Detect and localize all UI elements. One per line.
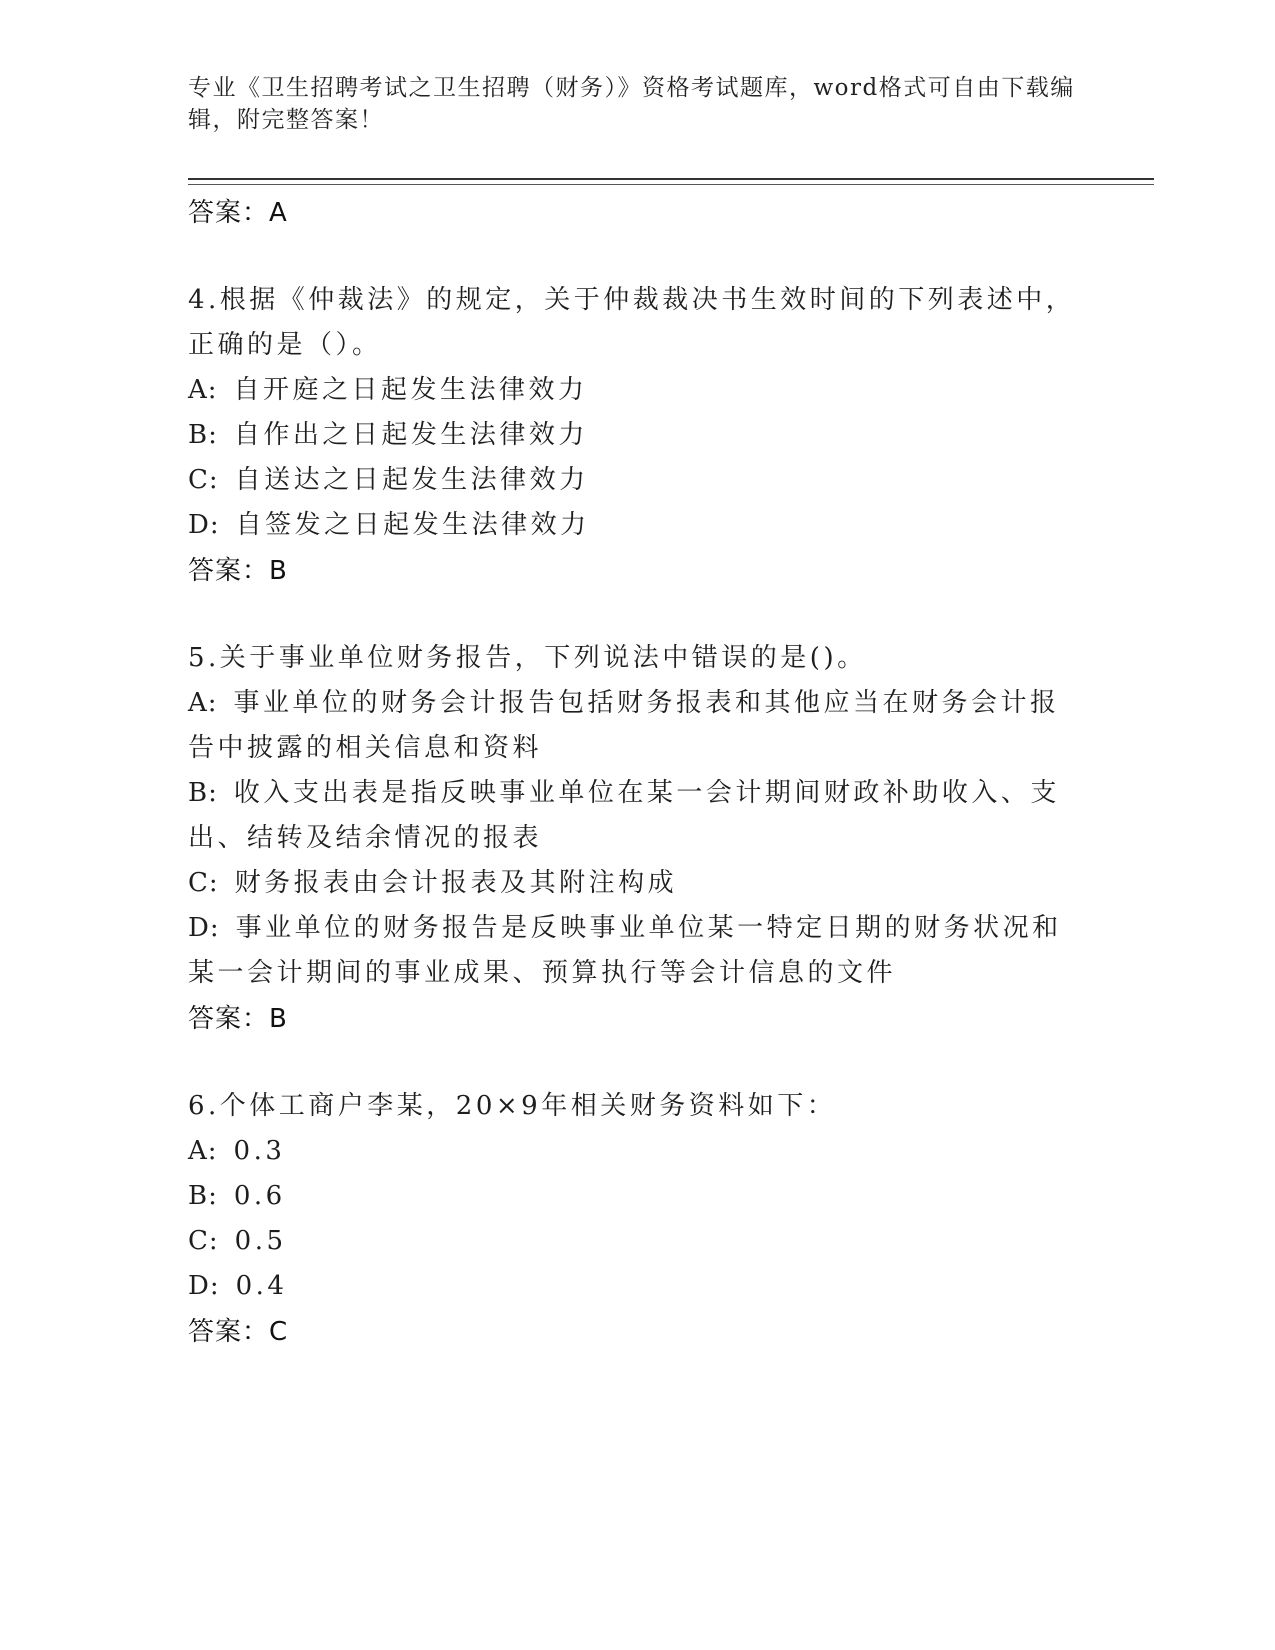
option-text: 收入支出表是指反映事业单位在某一会计期间财政补助收入、支出、结转及结余情况的报表 — [188, 778, 1060, 853]
option-key: D: — [188, 1271, 220, 1301]
option-text: 0.3 — [233, 1136, 286, 1166]
question-text: 6.个体工商户李某，20×9年相关财务资料如下： — [188, 1091, 837, 1121]
answer: 答案：C — [188, 1317, 289, 1347]
option-text: 事业单位的财务会计报告包括财务报表和其他应当在财务会计报告中披露的相关信息和资料 — [188, 688, 1060, 763]
option-c — [188, 861, 1088, 906]
option-b — [188, 771, 1088, 861]
option-key: C: — [188, 868, 219, 898]
option-key: D: — [188, 913, 220, 943]
header-divider-thin — [188, 184, 1154, 185]
option-a — [188, 368, 1088, 413]
option-text: 财务报表由会计报表及其附注构成 — [234, 868, 678, 898]
question-4 — [188, 278, 1088, 594]
option-text: 自开庭之日起发生法律效力 — [233, 375, 588, 405]
option-text: 事业单位的财务报告是反映事业单位某一特定日期的财务状况和某一会计期间的事业成果、预算执行等会计信息的文件 — [188, 913, 1062, 988]
option-d — [188, 1264, 1088, 1309]
option-text: 自作出之日起发生法律效力 — [233, 420, 588, 450]
option-key: B: — [188, 1181, 218, 1211]
option-text: 自送达之日起发生法律效力 — [234, 465, 589, 495]
option-key: A: — [188, 375, 218, 405]
option-b — [188, 1174, 1088, 1219]
option-key: A: — [188, 688, 218, 718]
option-key: C: — [188, 465, 219, 495]
question-6 — [188, 1084, 1088, 1355]
header-divider — [188, 178, 1154, 180]
option-key: D: — [188, 510, 220, 540]
option-text: 0.4 — [235, 1271, 288, 1301]
option-key: B: — [188, 778, 218, 808]
option-c — [188, 1219, 1088, 1264]
question-text: 4.根据《仲裁法》的规定，关于仲裁裁决书生效时间的下列表述中，正确的是（）。 — [188, 285, 1076, 360]
option-a — [188, 681, 1088, 771]
option-text: 自签发之日起发生法律效力 — [235, 510, 590, 540]
option-key: C: — [188, 1226, 219, 1256]
option-c — [188, 458, 1088, 503]
answer: 答案：B — [188, 1004, 288, 1034]
document-header — [188, 72, 1088, 136]
option-key: A: — [188, 1136, 218, 1166]
question-text: 5.关于事业单位财务报告，下列说法中错误的是()。 — [188, 643, 867, 673]
option-text: 0.5 — [234, 1226, 287, 1256]
option-text: 0.6 — [233, 1181, 286, 1211]
document-body — [188, 190, 1088, 1397]
answer-previous: 答案：A — [188, 198, 288, 228]
option-d — [188, 906, 1088, 996]
option-a — [188, 1129, 1088, 1174]
option-d — [188, 503, 1088, 548]
option-key: B: — [188, 420, 218, 450]
question-5 — [188, 636, 1088, 1042]
header-text: 专业《卫生招聘考试之卫生招聘（财务）》资格考试题库，word格式可自由下载编辑，附完整答案！ — [188, 75, 1075, 133]
answer: 答案：B — [188, 556, 288, 586]
option-b — [188, 413, 1088, 458]
